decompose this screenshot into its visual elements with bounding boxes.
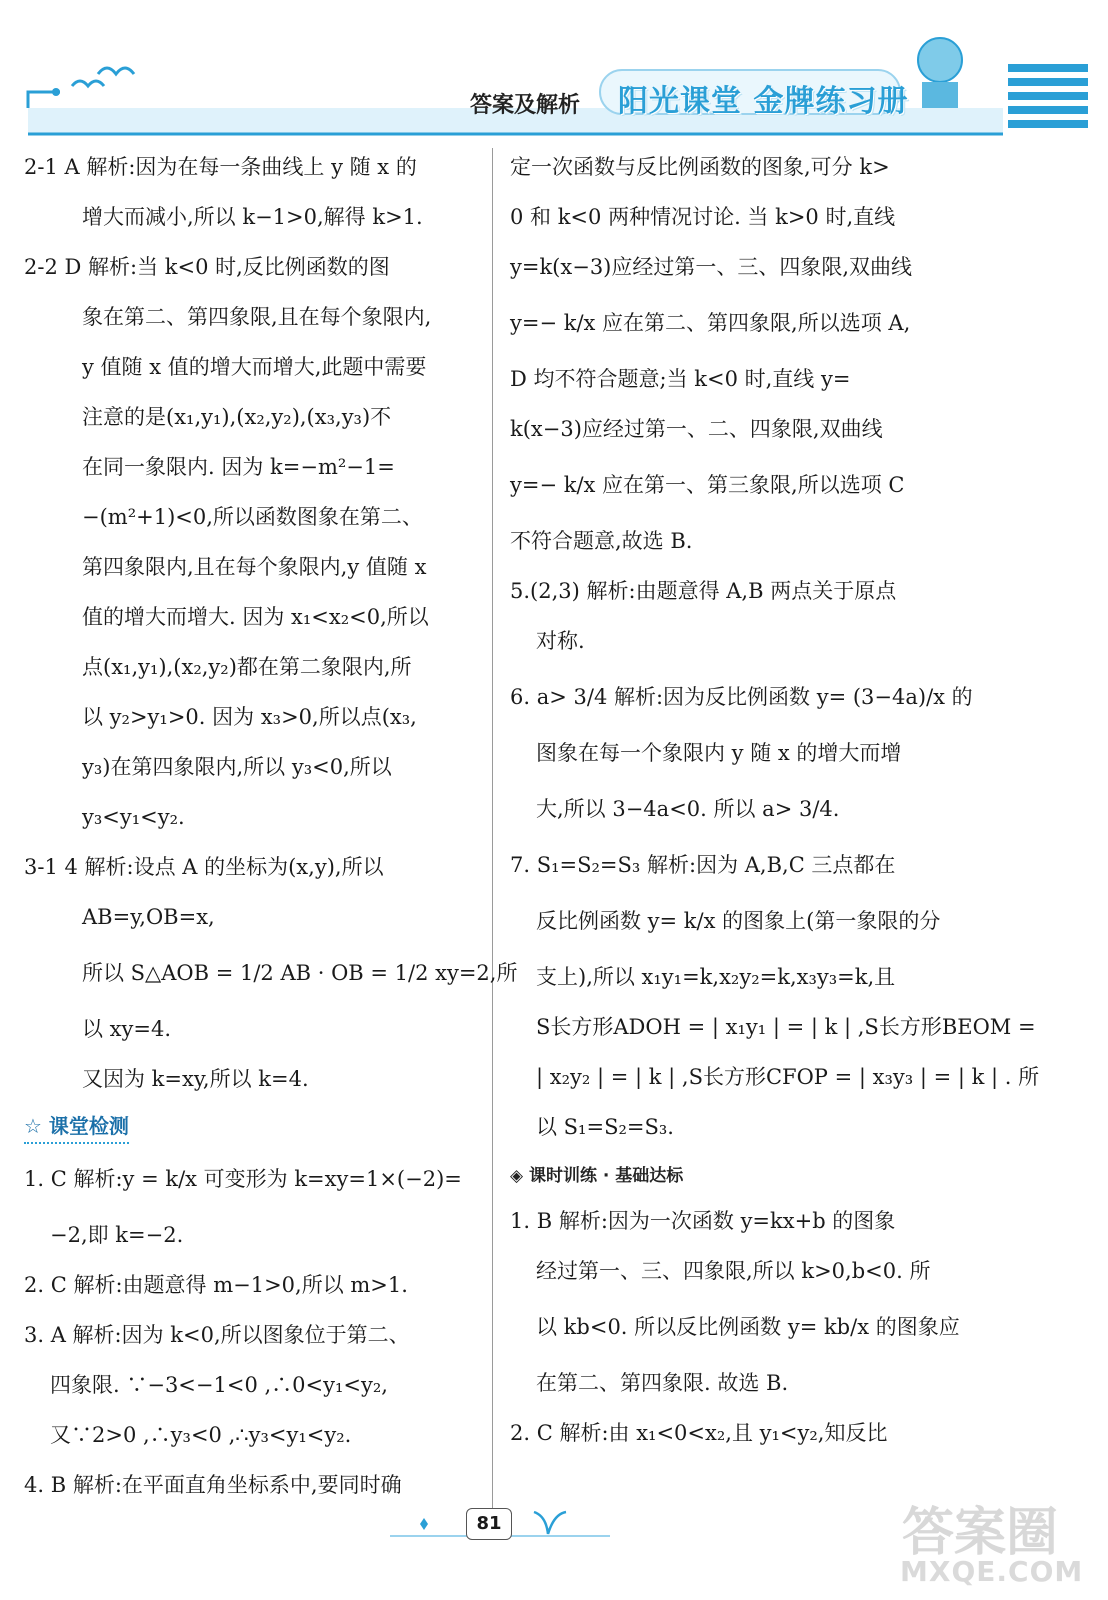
text-line: 2-1 A 解析:因为在每一条曲线上 y 随 x 的 [24,155,417,179]
header-dot [52,88,60,96]
text-line: 又∵2>0 ,∴y₃<0 ,∴y₃<y₁<y₂. [50,1423,352,1447]
text-line: −2,即 k=−2. [50,1223,184,1247]
text-line: 3-1 4 解析:设点 A 的坐标为(x,y),所以 [24,855,384,879]
text-line: y₃<y₁<y₂. [82,805,185,829]
text-line: 值的增大而增大. 因为 x₁<x₂<0,所以 [82,605,429,629]
section-heading-row [24,1104,479,1148]
text-line: 定一次函数与反比例函数的图象,可分 k> [510,155,890,179]
text-line: S长方形ADOH = | x₁y₁ | = | k | ,S长方形BEOM = [536,1015,1036,1039]
text-line: 支上),所以 x₁y₁=k,x₂y₂=k,x₃y₃=k,且 [536,965,896,989]
text-line: −(m²+1)<0,所以函数图象在第二、 [82,505,423,529]
right-column [510,142,1040,1458]
text-line: 大,所以 3−4a<0. 所以 a> 3/4. [536,797,840,821]
bird-icon [72,81,104,86]
text-line: 经过第一、三、四象限,所以 k>0,b<0. 所 [536,1259,931,1283]
text-line: 以 y₂>y₁>0. 因为 x₃>0,所以点(x₃, [82,705,417,729]
trophy-base-icon [922,82,958,108]
section-heading-row [510,1152,970,1196]
page-header [0,0,1108,140]
text-line: 反比例函数 y= k/x 的图象上(第一象限的分 [536,909,941,933]
text-line: 增大而减小,所以 k−1>0,解得 k>1. [82,205,423,229]
text-line: 1. C 解析:y = k/x 可变形为 k=xy=1×(−2)= [24,1167,462,1191]
text-line: k(x−3)应经过第一、二、四象限,双曲线 [510,417,883,441]
page-number: 81 [466,1508,512,1540]
text-line: 象在第二、第四象限,且在每个象限内, [82,305,432,329]
header-decoration [0,0,1108,140]
text-line: 1. B 解析:因为一次函数 y=kx+b 的图象 [510,1209,896,1233]
text-line: AB=y,OB=x, [82,905,215,929]
column-divider [492,148,493,1508]
text-line: 7. S₁=S₂=S₃ 解析:因为 A,B,C 三点都在 [510,853,896,877]
text-line: 不符合题意,故选 B. [510,529,693,553]
text-line: 在第二、第四象限. 故选 B. [536,1371,789,1395]
text-line: y₃)在第四象限内,所以 y₃<0,所以 [82,755,392,779]
text-line: 5.(2,3) 解析:由题意得 A,B 两点关于原点 [510,579,897,603]
bird-icon [98,68,134,74]
watermark-url: MXQE.COM [900,1555,1084,1588]
header-label: 答案及解析 [470,93,581,118]
text-line: 又因为 k=xy,所以 k=4. [82,1067,309,1091]
text-line: 以 S₁=S₂=S₃. [536,1115,674,1139]
left-column [24,142,518,1510]
watermark-logo: 答案圈 [902,1503,1059,1563]
text-line: 以 kb<0. 所以反比例函数 y= kb/x 的图象应 [536,1315,960,1339]
text-line: 四象限. ∵−3<−1<0 ,∴0<y₁<y₂, [50,1373,388,1397]
text-line: 0 和 k<0 两种情况讨论. 当 k>0 时,直线 [510,205,896,229]
globe-icon [918,38,962,82]
header-brand: 阳光课堂 金牌练习册 [618,84,909,119]
text-line: y=− k/x 应在第一、第三象限,所以选项 C [510,473,905,497]
text-line: 图象在每一个象限内 y 随 x 的增大而增 [536,741,902,765]
text-line: D 均不符合题意;当 k<0 时,直线 y= [510,367,851,391]
text-line: | x₂y₂ | = | k | ,S长方形CFOP = | x₃y₃ | = | k | . 所 [536,1065,1040,1089]
footer-star-icon [420,1518,428,1530]
section-heading: ◈ 课时训练 · 基础达标 [510,1166,684,1186]
text-line: 3. A 解析:因为 k<0,所以图象位于第二、 [24,1323,410,1347]
text-line: y 值随 x 值的增大而增大,此题中需要 [82,355,427,379]
text-line: 对称. [536,629,585,653]
text-line: 所以 S△AOB = 1/2 AB · OB = 1/2 xy=2,所 [82,961,518,985]
text-line: 4. B 解析:在平面直角坐标系中,要同时确 [24,1473,402,1497]
section-heading: ☆ 课堂检测 [24,1110,129,1144]
text-line: y=− k/x 应在第二、第四象限,所以选项 A, [510,311,911,335]
stripe-block-icon [1008,64,1088,128]
text-line: 2. C 解析:由题意得 m−1>0,所以 m>1. [24,1273,408,1297]
text-line: 6. a> 3/4 解析:因为反比例函数 y= (3−4a)/x 的 [510,685,973,709]
text-line: 在同一象限内. 因为 k=−m²−1= [82,455,395,479]
text-line: 以 xy=4. [82,1017,172,1041]
text-line: 2-2 D 解析:当 k<0 时,反比例函数的图 [24,255,390,279]
text-line: 点(x₁,y₁),(x₂,y₂)都在第二象限内,所 [82,655,412,679]
text-line: 注意的是(x₁,y₁),(x₂,y₂),(x₃,y₃)不 [82,405,392,429]
text-line: 2. C 解析:由 x₁<0<x₂,且 y₁<y₂,知反比 [510,1421,888,1445]
text-line: 第四象限内,且在每个象限内,y 值随 x [82,555,427,579]
text-line: y=k(x−3)应经过第一、三、四象限,双曲线 [510,255,913,279]
footer-palm-icon [534,1512,566,1534]
